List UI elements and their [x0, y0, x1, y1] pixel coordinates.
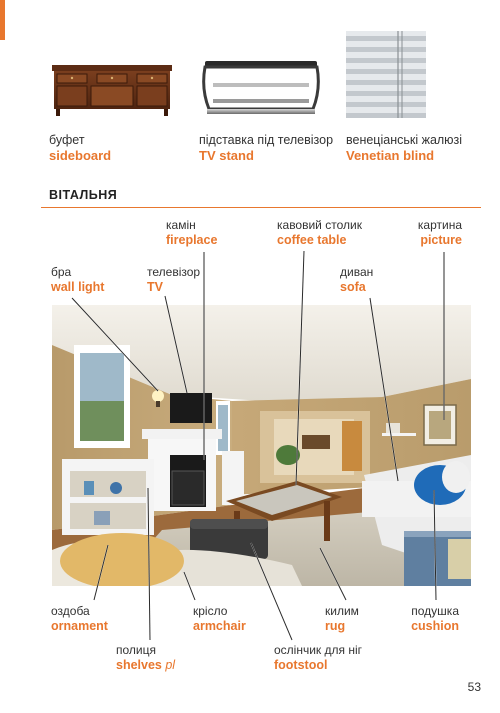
- label-en: picture: [420, 233, 462, 247]
- label-wall-light: [51, 265, 104, 295]
- label-en: cushion: [411, 619, 459, 633]
- product-label-sideboard: [49, 132, 111, 164]
- product-en: Venetian blind: [346, 148, 435, 163]
- product-ua: венеціанські жалюзі: [346, 133, 463, 147]
- section-rule: [41, 207, 481, 208]
- label-ornament: [51, 604, 108, 634]
- product-label-venetian-blind: [346, 132, 462, 164]
- label-ua: подушка: [411, 604, 459, 618]
- label-cushion: [411, 604, 459, 634]
- label-armchair: [193, 604, 246, 634]
- label-sofa: [340, 265, 373, 295]
- living-room-photo: [52, 305, 471, 586]
- sideboard-image: [49, 63, 175, 117]
- section-title: ВІТАЛЬНЯ: [49, 188, 118, 202]
- label-ua: килим: [325, 604, 359, 618]
- label-rug: [325, 604, 359, 634]
- label-ua: крісло: [193, 604, 228, 618]
- label-fireplace: [166, 218, 217, 248]
- label-ua: телевізор: [147, 265, 201, 279]
- label-ua: картина: [417, 218, 462, 232]
- product-label-tv-stand: [199, 132, 333, 164]
- label-footstool: [274, 643, 362, 673]
- venetian-blind-image: [346, 31, 426, 118]
- label-en: wall light: [51, 280, 105, 294]
- page-number: 53: [467, 680, 481, 694]
- label-en: [116, 658, 175, 673]
- label-en: footstool: [274, 658, 328, 672]
- label-coffee-table: [277, 218, 362, 248]
- tv-stand-image: [199, 59, 323, 117]
- plural-marker: pl: [165, 658, 176, 672]
- product-en: sideboard: [49, 148, 112, 163]
- label-en: sofa: [340, 280, 366, 294]
- label-ua: кавовий столик: [277, 218, 362, 232]
- label-en: TV: [147, 280, 163, 294]
- orange-edge-bar: [0, 0, 5, 40]
- label-ua: оздоба: [51, 604, 90, 618]
- label-tv: [147, 265, 200, 295]
- label-ua: ослінчик для ніг: [274, 643, 363, 657]
- label-shelves: [116, 643, 175, 673]
- label-en: coffee table: [277, 233, 347, 247]
- label-picture: [418, 218, 462, 248]
- product-ua: підставка під телевізор: [199, 133, 334, 147]
- label-en: fireplace: [166, 233, 218, 247]
- label-en: rug: [325, 619, 346, 633]
- label-ua: камін: [166, 218, 196, 232]
- label-ua: бра: [51, 265, 72, 279]
- product-ua: буфет: [49, 133, 85, 147]
- label-en-word: shelves: [116, 658, 162, 672]
- label-en: ornament: [51, 619, 108, 633]
- product-en: TV stand: [199, 148, 254, 163]
- label-ua: диван: [340, 265, 374, 279]
- label-en: armchair: [193, 619, 246, 633]
- label-ua: полиця: [116, 643, 156, 657]
